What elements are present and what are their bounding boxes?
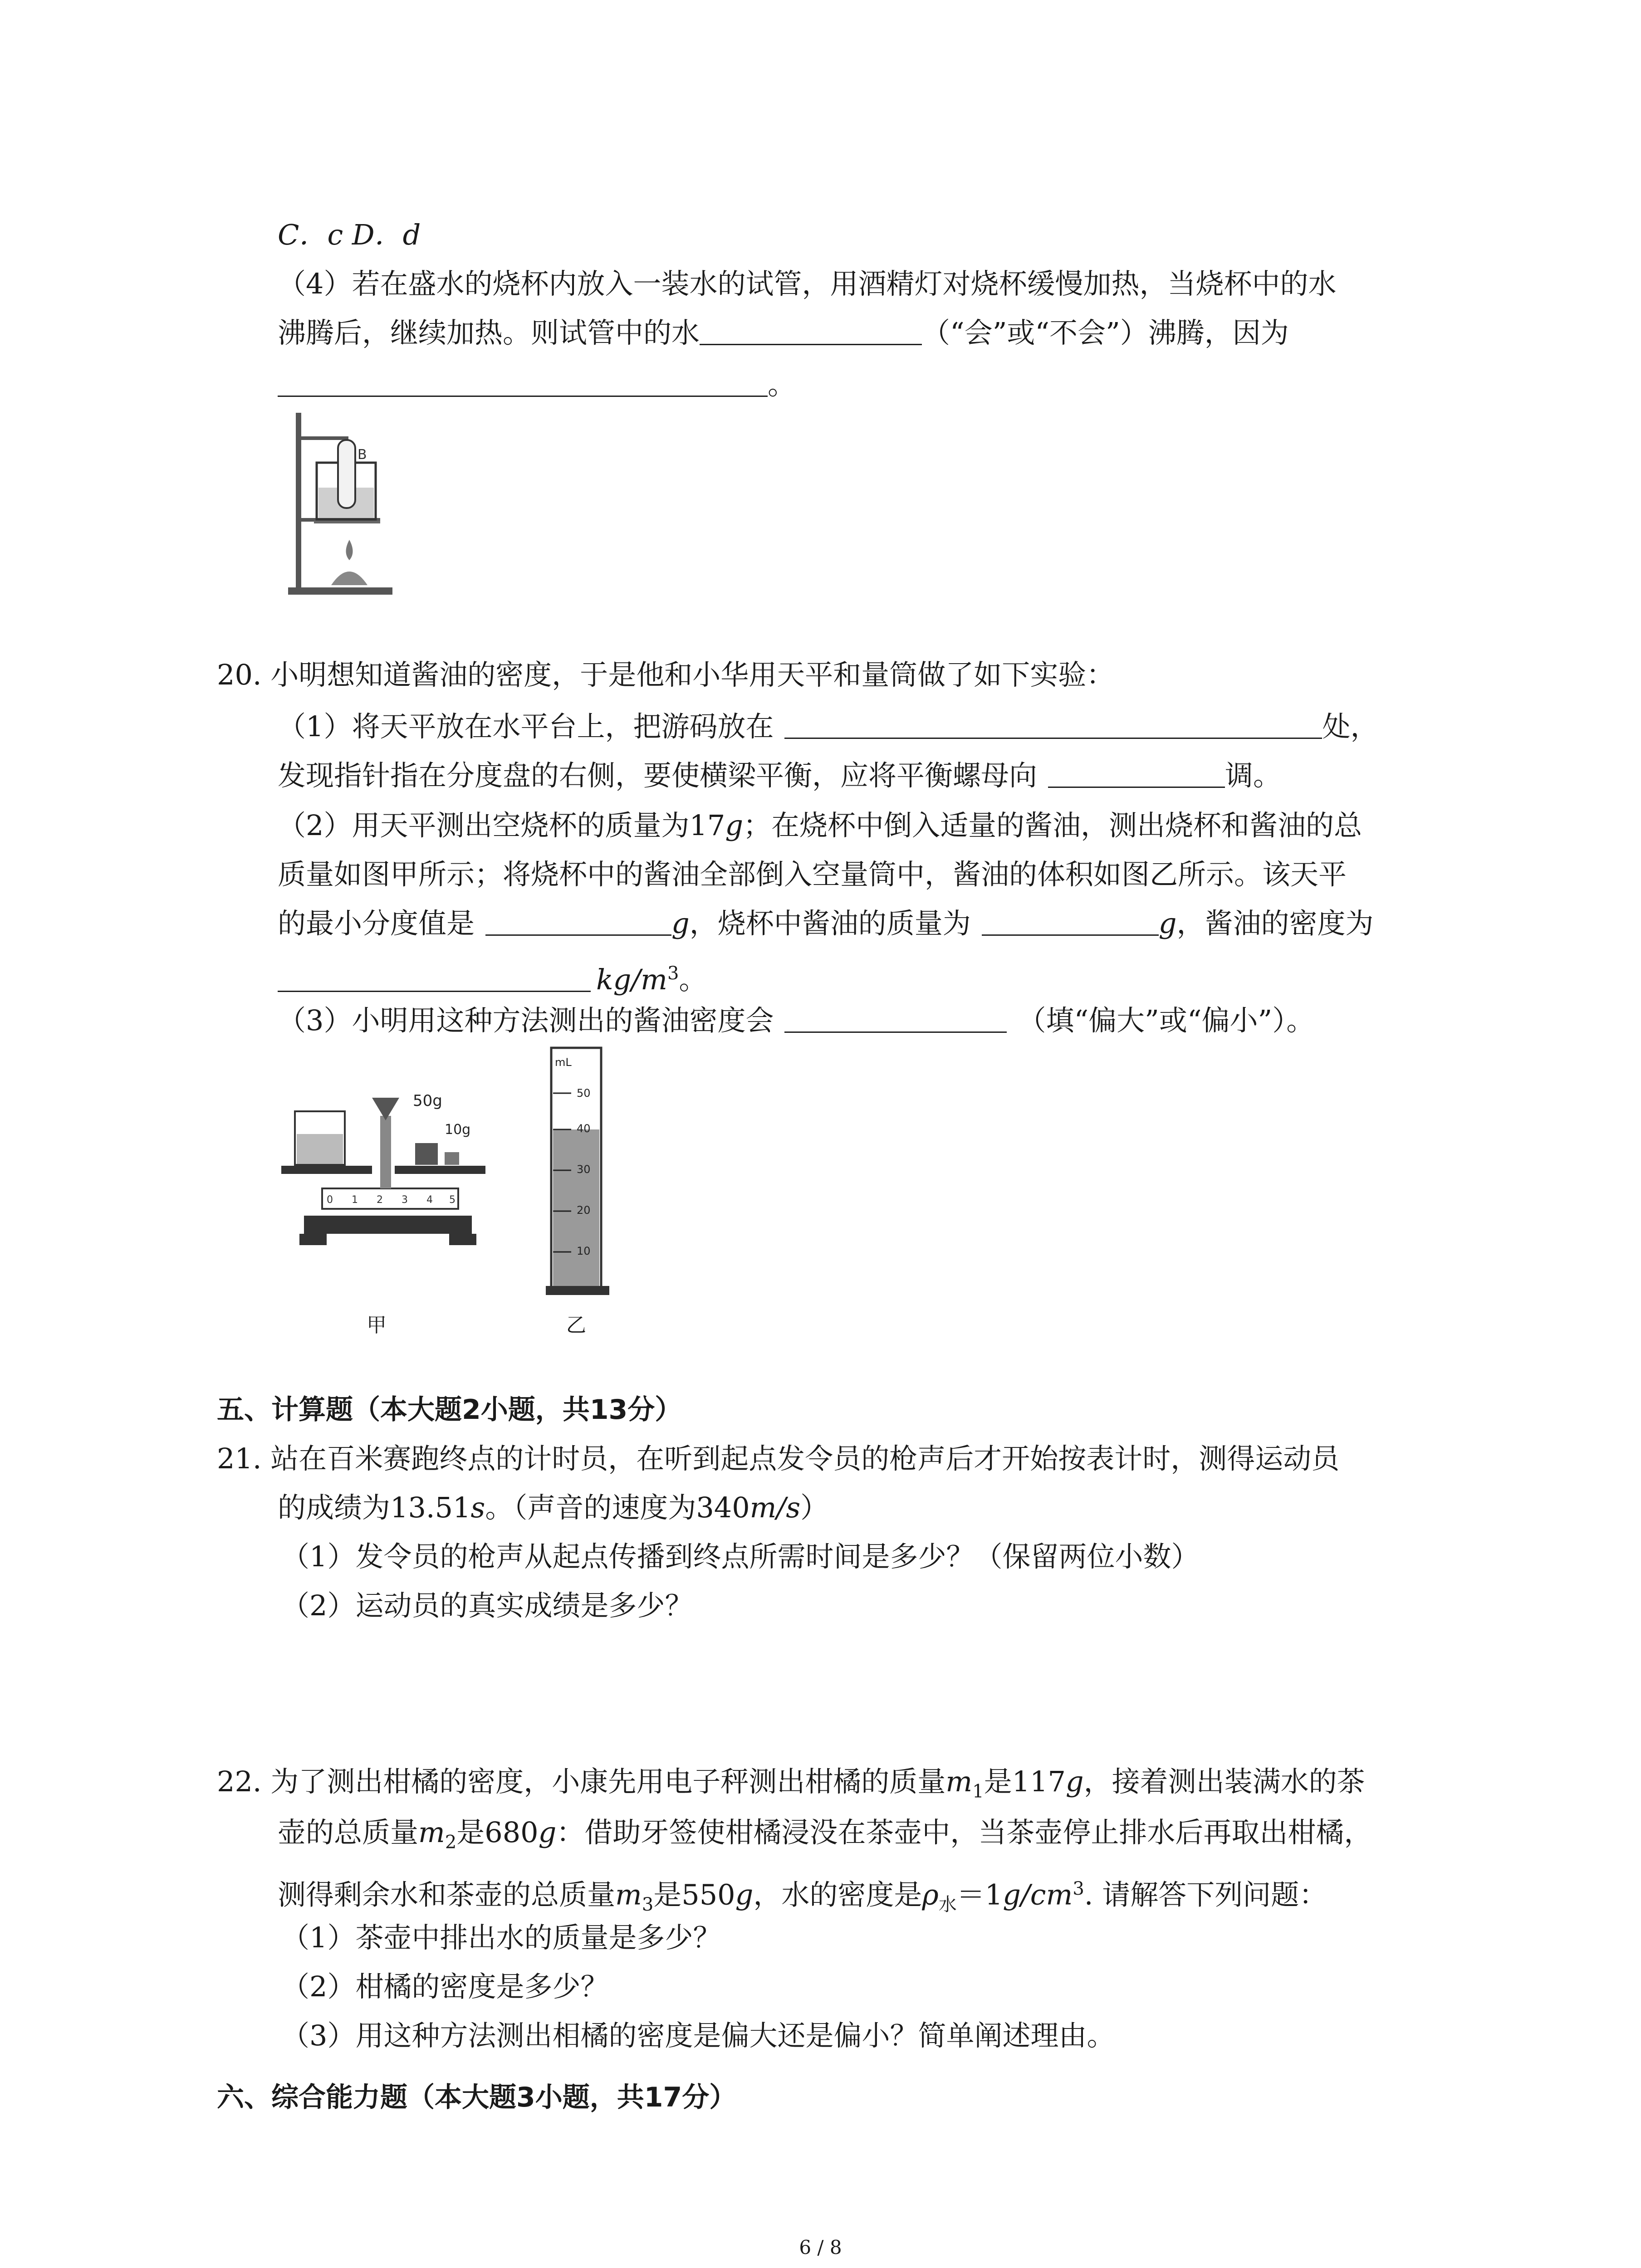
section6-title: 六、综合能力题（本大题3小题，共17分） bbox=[217, 2082, 737, 2113]
q21-line1: 21. 站在百米赛跑终点的计时员，在听到起点发令员的枪声后才开始按表计时，测得运动员 bbox=[217, 1442, 1340, 1475]
q21-line2: 的成绩为13.51s。（声音的速度为340m/s） bbox=[278, 1491, 829, 1524]
q19-blank-boil[interactable] bbox=[700, 317, 922, 345]
q19-part4-line3: 。 bbox=[278, 367, 796, 403]
q20-balance-figure bbox=[277, 1080, 495, 1252]
fig-jia-label: 甲 bbox=[367, 1314, 387, 1337]
q20-part3: （3）小明用这种方法测出的酱油密度会 （填“偏大”或“偏小”）。 bbox=[278, 1004, 1315, 1037]
weight-10g-label: 10g bbox=[445, 1122, 471, 1138]
cylinder-mark-40: 40 bbox=[577, 1122, 591, 1135]
weight-10g bbox=[445, 1152, 459, 1165]
page-number: 6 / 8 bbox=[799, 2236, 842, 2258]
pointer-pillar bbox=[380, 1116, 391, 1188]
weight-50g-label: 50g bbox=[413, 1092, 442, 1110]
q20-part1-line1: （1）将天平放在水平台上，把游码放在 处， bbox=[278, 710, 1379, 743]
beam-scale bbox=[322, 1188, 458, 1209]
q19-part4-line1: （4）若在盛水的烧杯内放入一装水的试管，用酒精灯对烧杯缓慢加热，当烧杯中的水 bbox=[278, 267, 1337, 300]
q20-part2-line4: $kg/m^3$。 bbox=[278, 955, 707, 998]
q20-part2-line1: （2）用天平测出空烧杯的质量为17g；在烧杯中倒入适量的酱油，测出烧杯和酱油的总 bbox=[278, 809, 1362, 842]
scale-mark-4: 4 bbox=[426, 1194, 433, 1206]
stand-base bbox=[288, 587, 392, 595]
q20-blank-min-division[interactable] bbox=[485, 907, 671, 936]
cylinder-liquid bbox=[553, 1129, 599, 1286]
q20-part2-line3: 的最小分度值是 g，烧杯中酱油的质量为 g，酱油的密度为 bbox=[278, 907, 1374, 940]
q21-part1: （1）发令员的枪声从起点传播到终点所需时间是多少？（保留两位小数） bbox=[281, 1540, 1200, 1573]
scale-mark-0: 0 bbox=[327, 1194, 333, 1206]
q20-blank-soy-mass[interactable] bbox=[982, 907, 1159, 936]
cylinder-mark-10: 10 bbox=[577, 1245, 591, 1257]
q20-blank-bias[interactable] bbox=[784, 1004, 1007, 1033]
q22-part1: （1）茶壶中排出水的质量是多少？ bbox=[281, 1921, 721, 1954]
clamp-arm bbox=[299, 436, 348, 440]
q22-part3: （3）用这种方法测出相橘的密度是偏大还是偏小？简单阐述理由。 bbox=[281, 2019, 1115, 2052]
q19-part4-line2: 沸腾后，继续加热。则试管中的水 （“会”或“不会”）沸腾，因为 bbox=[278, 316, 1289, 349]
cylinder-mark-30: 30 bbox=[577, 1163, 591, 1176]
wire-gauze bbox=[314, 521, 380, 523]
q20-blank-density[interactable] bbox=[278, 963, 591, 992]
cylinder-mark-20: 20 bbox=[577, 1204, 591, 1217]
q19-options-line: C．c D．d bbox=[278, 218, 421, 251]
q22-line1: 22. 为了测出柑橘的密度，小康先用电子秤测出柑橘的质量$m_1$是117g，接着测出装满水的茶 bbox=[217, 1765, 1365, 1802]
balance-feet bbox=[299, 1234, 476, 1245]
scale-mark-2: 2 bbox=[377, 1194, 383, 1206]
fig-yi-label: 乙 bbox=[566, 1314, 586, 1337]
scale-mark-5: 5 bbox=[449, 1194, 456, 1206]
q19-blank-reason[interactable] bbox=[278, 368, 768, 397]
q22-part2: （2）柑橘的密度是多少？ bbox=[281, 1970, 609, 2003]
pan-right bbox=[395, 1166, 485, 1174]
q22-line3: 测得剩余水和茶壶的总质量$m_3$是550g，水的密度是$\rho_水=1g/cm^3$. 请解答下列问题： bbox=[278, 1878, 1327, 1916]
q20-blank-nut-direction[interactable] bbox=[1048, 759, 1225, 788]
q19-boiling-apparatus-figure bbox=[281, 408, 399, 603]
cylinder-unit: mL bbox=[555, 1056, 572, 1069]
section5-title: 五、计算题（本大题2小题，共13分） bbox=[217, 1394, 682, 1426]
q20-part1-line2: 发现指针指在分度盘的右侧，要使横梁平衡，应将平衡螺母向 调。 bbox=[278, 759, 1282, 792]
cylinder-mark-50: 50 bbox=[577, 1087, 591, 1100]
q20-blank-rider-position[interactable] bbox=[784, 710, 1322, 739]
pointer-head bbox=[372, 1098, 399, 1120]
pan-left bbox=[281, 1166, 372, 1174]
q22-line2: 壶的总质量$m_2$是680g：借助牙签使柑橘浸没在茶壶中，当茶壶停止排水后再取出柑橘， bbox=[278, 1816, 1372, 1853]
q20-part2-line2: 质量如图甲所示；将烧杯中的酱油全部倒入空量筒中，酱油的体积如图乙所示。该天平 bbox=[278, 858, 1347, 891]
q21-part2: （2）运动员的真实成绩是多少？ bbox=[281, 1589, 693, 1622]
balance-base bbox=[304, 1216, 472, 1234]
test-tube bbox=[338, 440, 355, 508]
flame bbox=[346, 540, 353, 560]
q20-graduated-cylinder-figure bbox=[542, 1043, 615, 1297]
cylinder-base bbox=[546, 1286, 609, 1295]
scale-mark-3: 3 bbox=[402, 1194, 408, 1206]
alcohol-lamp bbox=[331, 572, 367, 585]
q20-stem: 20. 小明想知道酱油的密度，于是他和小华用天平和量筒做了如下实验： bbox=[217, 658, 1115, 691]
label-b: B bbox=[358, 447, 367, 463]
weight-50g bbox=[415, 1143, 438, 1165]
scale-mark-1: 1 bbox=[352, 1194, 358, 1206]
beaker-liquid bbox=[297, 1134, 343, 1164]
